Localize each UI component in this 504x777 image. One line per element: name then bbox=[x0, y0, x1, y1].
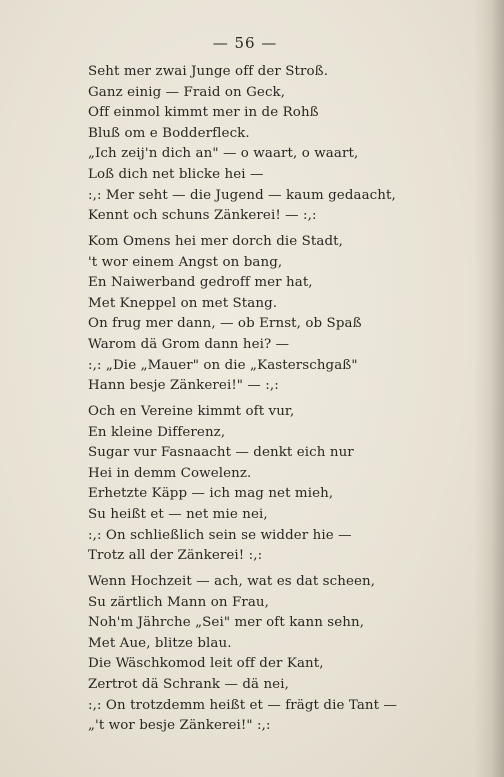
verse-line: :,: „Die „Mauer" on die „Kasterschgaß" bbox=[88, 357, 358, 373]
verse-line: Seht mer zwai Junge off der Stroß. bbox=[88, 64, 329, 79]
verse-line: Loß dich net blicke hei — bbox=[88, 166, 264, 182]
stanza-4 bbox=[88, 572, 478, 737]
verse-line: :,: Mer seht — die Jugend — kaum gedaacht, bbox=[88, 187, 396, 203]
verse-line: Su heißt et — net mie nei, bbox=[88, 506, 268, 522]
verse-line: Kom Omens hei mer dorch die Stadt, bbox=[88, 234, 343, 249]
verse-line: :,: On schließlich sein se widder hie — bbox=[88, 527, 352, 543]
verse-line: En kleine Differenz, bbox=[88, 424, 226, 440]
verse-line: Su zärtlich Mann on Frau, bbox=[88, 594, 270, 610]
stanza-2 bbox=[88, 232, 478, 397]
verse-line: Off einmol kimmt mer in de Rohß bbox=[88, 105, 319, 121]
verse-line: „'t wor besje Zänkerei!" :,: bbox=[88, 718, 271, 734]
verse-line: „Ich zeij'n dich an" — o waart, o waart, bbox=[88, 146, 359, 162]
verse-line: :,: On trotzdemm heißt et — frägt die Tant — bbox=[88, 697, 397, 713]
verse-line: On frug mer dann, — ob Ernst, ob Spaß bbox=[88, 316, 362, 332]
page-gutter-shadow bbox=[474, 0, 504, 777]
stanza-3 bbox=[88, 402, 478, 567]
verse-line: Bluß om e Bodderfleck. bbox=[88, 125, 250, 141]
verse-line: Met Kneppel on met Stang. bbox=[88, 295, 278, 311]
verse-line: Sugar vur Fasnaacht — denkt eich nur bbox=[88, 445, 354, 461]
verse-line: Warom dä Grom dann hei? — bbox=[88, 336, 290, 352]
verse-line: Trotz all der Zänkerei! :,: bbox=[88, 548, 263, 564]
verse-line: Hei in demm Cowelenz. bbox=[88, 465, 252, 481]
verse-line: Met Aue, blitze blau. bbox=[88, 635, 232, 651]
verse-line: Ganz einig — Fraid on Geck, bbox=[88, 84, 286, 100]
verse-line: En Naiwerband gedroff mer hat, bbox=[88, 275, 313, 291]
verse-line: Och en Vereine kimmt oft vur, bbox=[88, 404, 295, 419]
stanza-1 bbox=[88, 62, 478, 227]
verse-line: Kennt och schuns Zänkerei! — :,: bbox=[88, 208, 317, 224]
verse-line: Wenn Hochzeit — ach, wat es dat scheen, bbox=[88, 574, 376, 589]
page-number: — 56 — bbox=[212, 34, 278, 52]
verse-line: Noh'm Jährche „Sei" mer oft kann sehn, bbox=[88, 615, 365, 631]
verse-line: Die Wäschkomod leit off der Kant, bbox=[88, 656, 324, 672]
verse-line: Zertrot dä Schrank — dä nei, bbox=[88, 676, 289, 692]
verse-line: Hann besje Zänkerei!" — :,: bbox=[88, 378, 279, 394]
verse-line: Erhetzte Käpp — ich mag net mieh, bbox=[88, 486, 334, 502]
verse-line: 't wor einem Angst on bang, bbox=[88, 254, 283, 270]
